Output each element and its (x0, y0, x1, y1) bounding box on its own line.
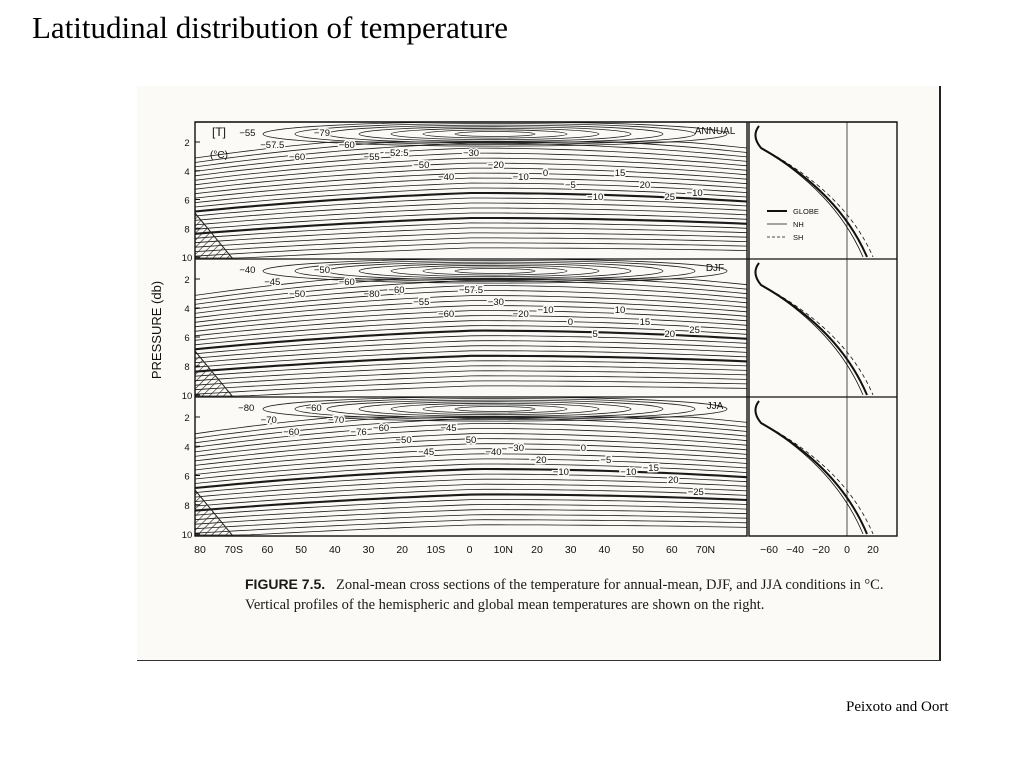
contour-line (195, 505, 747, 520)
y-tick-label: 8 (184, 224, 190, 236)
figure-image (137, 86, 941, 661)
contour-label: −5 (564, 180, 576, 191)
contour-label: −76 (350, 427, 367, 438)
contour-line (195, 356, 747, 372)
contour-label: −70 (260, 415, 277, 426)
contour-label: −10 (686, 188, 703, 199)
contour-line (195, 510, 747, 525)
contour-label: −15 (642, 463, 659, 474)
contour-label: −45 (417, 447, 435, 458)
profile-plot (755, 259, 873, 397)
contour-label: −40 (438, 172, 455, 183)
contour-label: −80 (363, 289, 380, 300)
contour-line (195, 494, 747, 510)
contour-label: −10 (620, 467, 637, 478)
panel-annual (182, 122, 897, 264)
contour-label: −10 (552, 467, 569, 478)
x-tick-label: 40 (328, 544, 341, 556)
contour-label: −30 (462, 148, 480, 159)
contour-label: 25 (689, 325, 700, 336)
contour-label: −40 (485, 447, 502, 458)
profile-frame (749, 122, 897, 536)
y-axis-label: PRESSURE (db) (149, 280, 164, 380)
contour-label: 20 (664, 329, 676, 340)
units-label: (°C) (210, 150, 228, 161)
contour-label: −55 (239, 128, 256, 139)
profile-x-tick-label: −20 (812, 544, 830, 556)
profile-x-tick-label: −40 (786, 544, 804, 556)
contour-label: −60 (338, 140, 355, 151)
contour-label: −50 (413, 160, 430, 171)
contour-label: 20 (639, 180, 651, 191)
contour-line (195, 500, 747, 516)
contour-label: 15 (614, 168, 626, 179)
contour-label: 20 (667, 475, 679, 486)
caption-text: Zonal-mean cross sections of the temperature for annual-mean, DJF, and JJA conditions in °C. Vertical profiles of the hemispheric and global mean temperatures are shown on the right. (245, 577, 884, 613)
y-tick-label: 4 (184, 166, 190, 178)
legend-label: NH (793, 220, 804, 229)
contour-line (455, 407, 535, 412)
contour-label: 25 (664, 192, 676, 203)
contour-label: −60 (438, 309, 455, 320)
contour-line (195, 248, 747, 258)
contour-label: 0 (542, 168, 549, 179)
y-tick-label: 4 (184, 442, 190, 454)
contour-label: −45 (264, 277, 281, 288)
contour-line (359, 402, 631, 417)
contour-label: −70 (328, 415, 345, 426)
contour-label: −60 (283, 427, 300, 438)
y-tick-label: 2 (184, 138, 190, 149)
x-tick-label: 30 (564, 544, 577, 556)
y-tick-label: 10 (181, 530, 193, 541)
x-tick-label: 40 (598, 544, 611, 556)
contour-label: 10 (614, 305, 626, 316)
contour-line (359, 127, 631, 142)
contour-label: 5 (592, 329, 598, 340)
contour-line (195, 525, 747, 535)
y-tick-label: 2 (184, 275, 190, 286)
panel-label: ANNUAL (694, 126, 736, 137)
contour-label: −20 (512, 309, 529, 320)
contour-label: −79 (313, 128, 331, 139)
contour-line (195, 484, 747, 501)
contour-label: −60 (338, 277, 355, 288)
contour-label: −55 (413, 297, 430, 308)
contour-label: −60 (373, 423, 390, 434)
x-tick-label: 30 (362, 544, 375, 556)
contour-line (327, 262, 663, 280)
contour-label: −50 (313, 265, 331, 276)
panel-djf (182, 259, 897, 402)
contour-label: −10 (512, 172, 529, 183)
contour-label: −20 (487, 160, 504, 171)
contour-label: 0 (580, 443, 587, 454)
contour-label: −50 (289, 289, 306, 300)
sh-profile (755, 401, 873, 534)
legend-label: GLOBE (793, 207, 819, 216)
y-tick-label: 8 (184, 362, 190, 373)
panel-label: JJA (706, 401, 724, 412)
contour-label: −55 (363, 152, 380, 163)
x-tick-label: 70N (695, 544, 716, 556)
globe-profile (755, 401, 867, 534)
x-tick-label: 70S (224, 544, 244, 556)
credit-text: Peixoto and Oort (846, 699, 949, 715)
y-tick-label: 6 (184, 471, 190, 483)
contour-label: −80 (238, 403, 255, 414)
x-tick-label: 10N (493, 544, 513, 556)
figure-caption (245, 574, 905, 615)
caption-label: FIGURE 7.5. (245, 576, 326, 592)
contour-line (195, 346, 747, 363)
x-tick-label: 80 (194, 544, 206, 556)
x-tick-label: 20 (396, 544, 409, 556)
x-tick-label: 60 (665, 544, 678, 556)
contour-line (327, 400, 663, 418)
contour-label: −30 (507, 443, 525, 454)
contour-label: −60 (388, 285, 405, 296)
profile-x-tick-label: −60 (760, 544, 778, 556)
y-tick-label: 2 (184, 413, 190, 424)
x-tick-label: 10S (426, 544, 446, 556)
panel-label: DJF (705, 263, 725, 274)
contour-line (327, 125, 663, 143)
contour-line (195, 520, 747, 534)
profile-plot (755, 397, 873, 536)
contour-line (195, 381, 747, 394)
contour-line (455, 132, 535, 137)
contour-label: −20 (530, 455, 547, 466)
legend-label: SH (793, 233, 804, 242)
panel-jja (182, 397, 897, 541)
contour-label: −5 (600, 455, 612, 466)
contour-line (195, 386, 747, 396)
profile-x-tick-label: 20 (867, 544, 879, 556)
contour-label: −60 (289, 152, 306, 163)
contour-line (195, 366, 747, 381)
contour-line (195, 361, 747, 376)
profile-plot (755, 122, 873, 259)
symbol-label: [T] (212, 125, 226, 139)
slide-title: Latitudinal distribution of temperature (32, 10, 509, 45)
contour-label: −45 (440, 423, 457, 434)
contour-label: 15 (639, 317, 651, 328)
x-tick-label: 0 (466, 544, 473, 556)
x-tick-label: 50 (295, 544, 307, 556)
contour-label: 50 (465, 435, 477, 446)
contour-label: −40 (239, 265, 256, 276)
contour-line (359, 264, 631, 279)
y-tick-label: 10 (181, 253, 193, 264)
y-tick-label: 8 (184, 500, 190, 512)
x-tick-label: 50 (632, 544, 644, 556)
contour-label: −10 (537, 305, 554, 316)
contour-label: −57.5 (260, 140, 285, 151)
contour-label: −52.5 (384, 148, 409, 159)
y-tick-label: 4 (184, 304, 190, 315)
contour-label: −50 (395, 435, 412, 446)
contour-label: −25 (687, 487, 704, 498)
contour-label: −10 (587, 192, 604, 203)
x-tick-label: 20 (531, 544, 543, 556)
profile-x-tick-label: 0 (844, 544, 850, 556)
contour-label: 0 (567, 317, 574, 328)
contour-label: −30 (487, 297, 504, 308)
contour-line (455, 269, 535, 274)
contour-label: −60 (305, 403, 322, 414)
sh-profile (755, 263, 873, 395)
y-tick-label: 6 (184, 195, 190, 207)
contour-line (263, 122, 727, 146)
x-tick-label: 60 (261, 544, 274, 556)
y-tick-label: 10 (181, 391, 193, 402)
y-tick-label: 6 (184, 333, 190, 344)
contour-label: −57.5 (458, 285, 484, 296)
globe-profile (755, 263, 867, 395)
contour-line (195, 515, 747, 529)
